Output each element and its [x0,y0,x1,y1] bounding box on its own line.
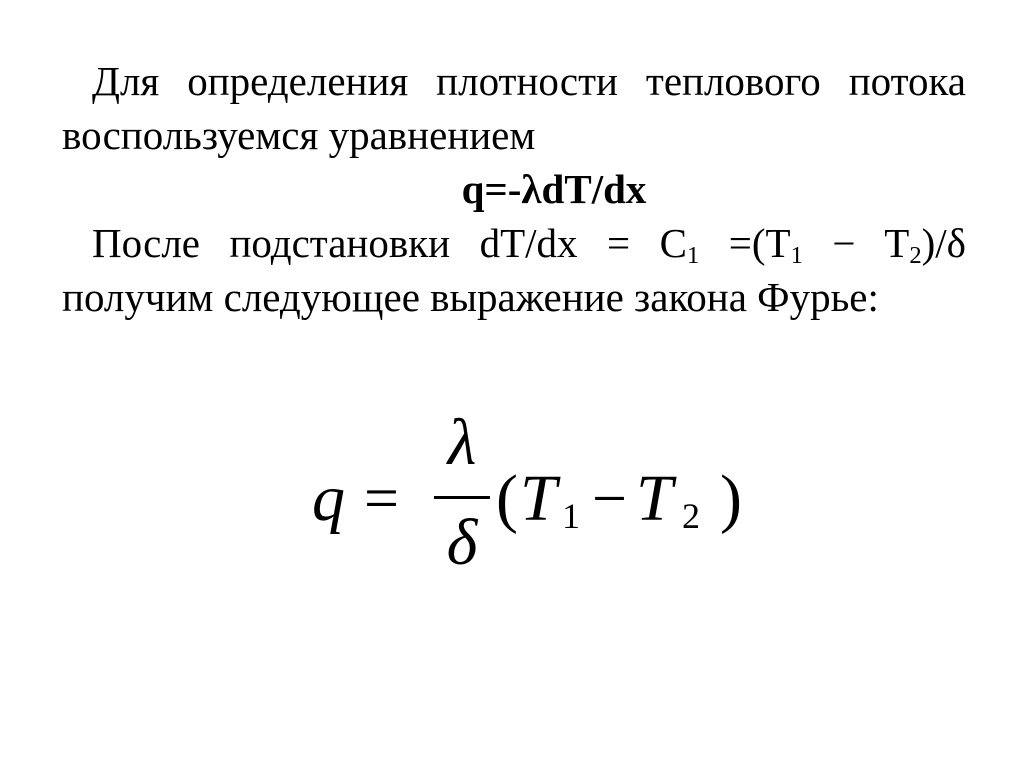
substitution-part-2: =(T [699,220,791,266]
formula-t2-subscript: 2 [682,496,700,536]
substitution-sub-2: 1 [790,242,803,270]
fraction-bar [434,496,490,499]
substitution-part-3: − T [802,220,910,266]
formula-equals: = [364,465,399,533]
formula-t1: T [520,462,557,535]
heat-flux-equation [62,162,966,216]
formula-numerator: λ [447,406,477,479]
paragraph-substitution [62,216,966,324]
heat-flux-equation-text: q=-λdT/dx [461,166,647,212]
substitution-part-4: )/δ получим следующее выражение закона Фурье: [62,220,966,320]
formula-open-paren: ( [496,462,518,535]
formula-close-paren: ) [720,462,742,535]
fourier-law-formula [300,406,770,592]
paragraph-intro-text: Для определения плотности теплового потока воспользуемся уравнением [62,58,966,158]
substitution-sub-1: 1 [686,242,700,270]
substitution-sub-3: 2 [909,242,922,270]
substitution-part-1: После подстановки dT/dx = C [92,220,687,266]
formula-t2: T [636,462,673,535]
formula-minus: − [592,465,627,533]
body-text [62,54,966,324]
paragraph-intro [62,54,966,162]
formula-denominator: δ [446,506,478,579]
formula-t1-subscript: 1 [562,496,580,536]
formula-lhs: q [312,462,345,535]
